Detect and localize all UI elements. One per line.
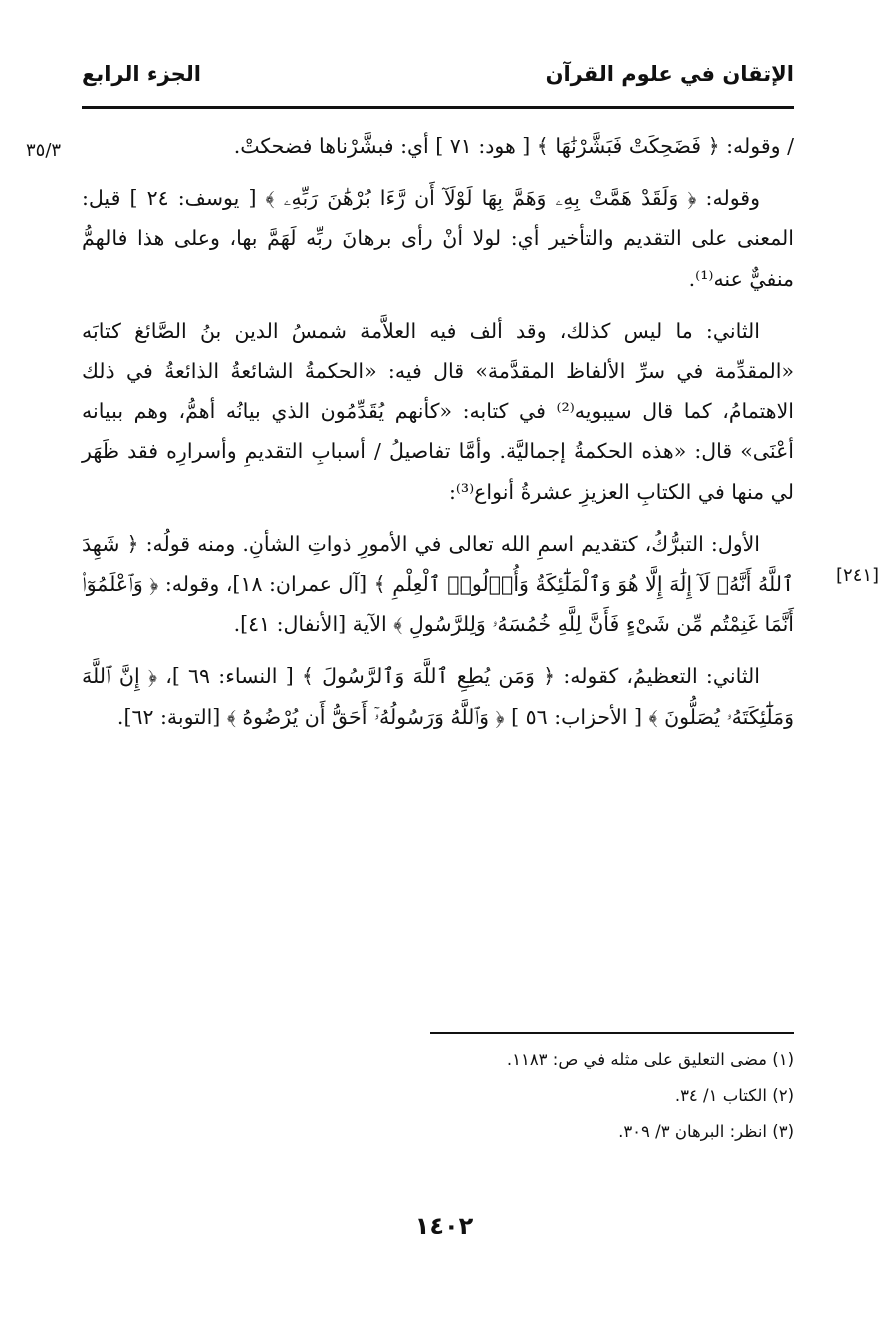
footnote-rule: [430, 1032, 794, 1034]
paragraph: الأول: التبرُّكُ، كتقديم اسمِ الله تعالى في الأمورِ ذواتِ الشأنِ. ومنه قولُه: ﴿ شَهِدَ ٱللَّهُ أَنَّهُۥ لَآ إِلَٰهَ إِلَّا هُوَ وَٱلْمَلَٰٓئِكَةُ وَأُو۟لُوا۟ ٱلْعِلْمِ ﴾ [آل عمران: ١٨]، وقوله: ﴿ وَٱعْلَمُوٓا۟ أَنَّمَا غَنِمْتُم مِّن شَىْءٍ فَأَنَّ لِلَّهِ خُمُسَهُۥ وَلِلرَّسُولِ ﴾ الآية [الأنفال: ٤١].: [82, 531, 794, 637]
margin-reference-left: [٢٤١]: [836, 565, 880, 586]
header-rule: [82, 106, 794, 109]
paragraph: الثاني: ما ليس كذلك، وقد ألف فيه العلاَّمة شمسُ الدين بنُ الصَّائغ كتابَه «المقدِّمة في سرِّ الألفاظ المقدَّمة» قال فيه: «الحكمةُ الشائعةُ الذائعةُ في ذلك الاهتمامُ، كما قال سيبويه⁽²⁾ في كتابه: «كأنهم يُقَدِّمُون الذي بيانُه أهمُّ، وهم ببيانه أعْنَى» قال: «هذه الحكمةُ إجماليَّة. وأمَّا تفاصيلُ / أسبابِ التقديمِ وأسرارِه فقد ظَهَر لي منها في الكتابِ العزيزِ عشرةُ أنواع⁽³⁾:: [82, 318, 794, 504]
paragraph: وقوله: ﴿ وَلَقَدْ هَمَّتْ بِهِۦ وَهَمَّ بِهَا لَوْلَآ أَن رَّءَا بُرْهَٰنَ رَبِّهِۦ ﴾ [ يوسف: ٢٤ ] قيل: المعنى على التقديم والتأخير أي: لولا أنْ رأى برهانَ ربِّه لَهَمَّ بها، وعلى هذا فالهمُّ منفيٌّ عنه⁽¹⁾.: [82, 186, 794, 291]
paragraph: / وقوله: ﴿ فَضَحِكَتْ فَبَشَّرْنَٰهَا ﴾ [ هود: ٧١ ] أي: فبشَّرْناها فضحكتْ.: [233, 134, 794, 158]
paragraph: الثاني: التعظيمُ، كقوله: ﴿ وَمَن يُطِعِ ٱللَّهَ وَٱلرَّسُولَ ﴾ [ النساء: ٦٩ ]، ﴿ إِنَّ ٱللَّهَ وَمَلَٰٓئِكَتَهُۥ يُصَلُّونَ ﴾ [ الأحزاب: ٥٦ ] ﴿ وَٱللَّهُ وَرَسُولُهُۥٓ أَحَقُّ أَن يُرْضُوهُ ﴾ [التوبة: ٦٢].: [82, 664, 794, 729]
footnotes: [82, 1042, 794, 1150]
footnote-item: (٢) الكتاب ١/ ٣٤.: [674, 1086, 794, 1105]
footnote-item: (١) مضى التعليق على مثله في ص: ١١٨٣.: [506, 1050, 794, 1069]
page-number: ١٤٠٢: [414, 1212, 474, 1240]
footnote-item: (٣) انظر: البرهان ٣/ ٣٠٩.: [618, 1122, 794, 1141]
book-title: الإتقان في علوم القرآن: [545, 62, 794, 86]
running-header: [82, 58, 794, 98]
margin-reference-right: ٣٥/٣: [26, 140, 62, 161]
volume-label: الجزء الرابع: [82, 62, 201, 86]
main-text: [82, 126, 794, 749]
